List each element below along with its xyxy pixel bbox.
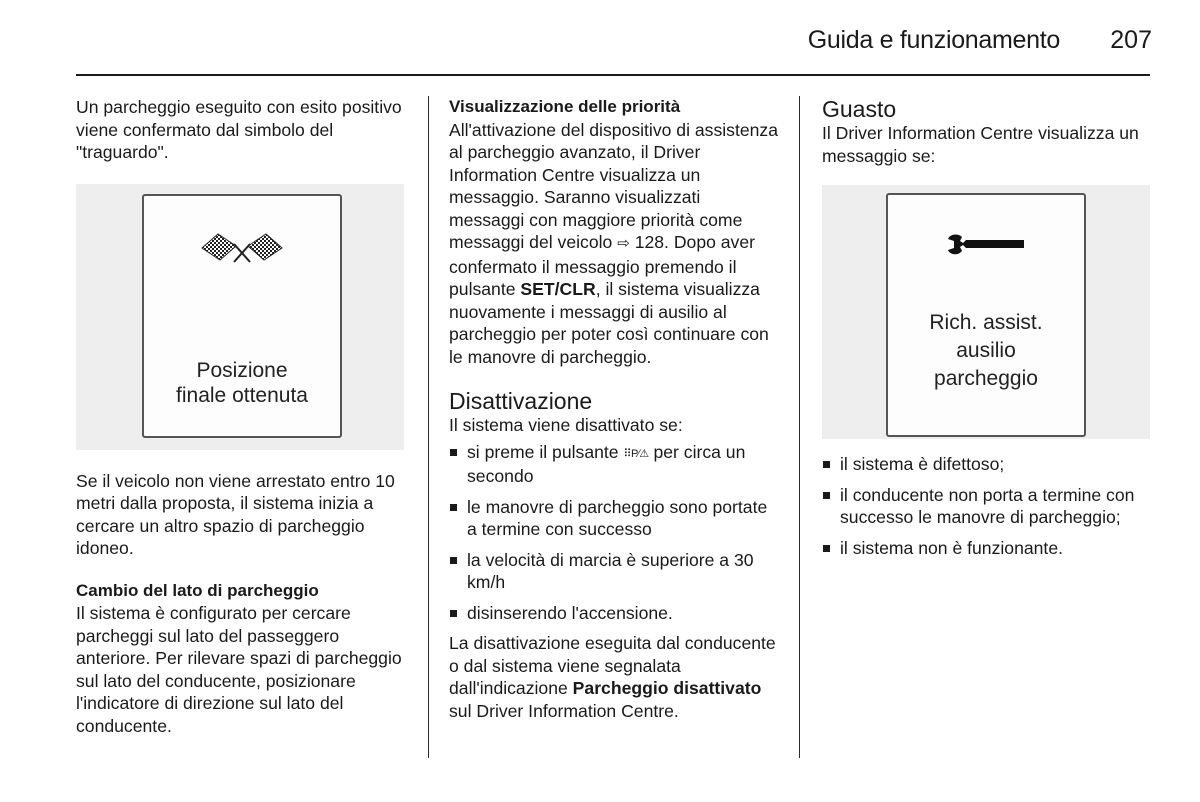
display-line-1: Rich. assist. xyxy=(929,311,1043,334)
deactivation-intro: Il sistema viene disattivato se: xyxy=(449,415,683,435)
side-change-heading: Cambio del lato di parcheggio xyxy=(76,580,319,600)
deactivation-final-paragraph xyxy=(449,632,779,722)
list-item: il sistema è difettoso; xyxy=(822,453,1152,476)
running-header-title: Guida e funzionamento xyxy=(807,26,1060,54)
list-item: il sistema non è funzionante. xyxy=(822,537,1152,560)
column-1 xyxy=(76,96,408,737)
priority-heading: Visualizzazione delle priorità xyxy=(449,97,681,116)
priority-paragraph xyxy=(449,119,779,369)
wrench-icon xyxy=(946,233,1026,257)
priority-text-2: . Dopo aver confermato il messaggio premendo il pulsante xyxy=(449,232,755,299)
column-divider-2 xyxy=(799,96,800,758)
final-text-1: La disattivazione eseguita dal conducente o dal sistema viene segnalata dall'indicazione xyxy=(449,633,776,698)
page-reference[interactable]: 128 xyxy=(634,232,665,252)
column-2 xyxy=(449,96,779,722)
page-reference-arrow-icon: ⇨ xyxy=(617,235,630,252)
finish-flag-figure xyxy=(76,184,404,450)
fault-heading: Guasto xyxy=(822,96,897,122)
fault-list xyxy=(822,453,1152,559)
service-message-figure xyxy=(822,185,1150,439)
display-line-3: parcheggio xyxy=(934,367,1038,390)
column-divider-1 xyxy=(428,96,429,758)
side-change-paragraph: Il sistema è configurato per cercare parcheggi sul lato del passeggero anteriore. Per rilevare spazi di parcheggio sul lato del conducente, posizionare l'indicatore di direzione sul lato del conducente. xyxy=(76,603,402,736)
intro-paragraph: Un parcheggio eseguito con esito positivo viene confermato dal simbolo del "traguardo". xyxy=(76,97,402,162)
deactivation-list xyxy=(449,441,779,625)
list-item xyxy=(449,441,779,488)
list-item-text: disinserendo l'accensione. xyxy=(467,602,673,623)
list-item-text: le manovre di parcheggio sono portate a termine con successo xyxy=(467,496,768,539)
checkered-flags-icon xyxy=(198,230,286,264)
priority-text-1: All'attivazione del dispositivo di assistenza al parcheggio avanzato, il Driver Information Centre visualizza un messaggio. Saranno visualizzati messaggi con maggiore priorità come messaggi del veicolo xyxy=(449,119,779,252)
display-line-2: finale ottenuta xyxy=(176,383,308,407)
list-item: il conducente non porta a termine con successo le manovre di parcheggio; xyxy=(822,484,1152,529)
parking-deactivated-label: Parcheggio disattivato xyxy=(572,678,762,698)
park-assist-button-icon: ⠿P⁄⚠ xyxy=(623,447,649,460)
display-screen xyxy=(886,193,1086,437)
set-clr-button-label: SET/CLR xyxy=(520,279,596,299)
list-item xyxy=(449,549,779,594)
final-text-2: sul Driver Information Centre. xyxy=(449,700,679,721)
fault-intro: Il Driver Information Centre visualizza un messaggio se: xyxy=(822,123,1139,166)
search-paragraph: Se il veicolo non viene arrestato entro 10 metri dalla proposta, il sistema inizia a cercare un altro spazio di parcheggio idoneo. xyxy=(76,470,395,558)
list-item-text: la velocità di marcia è superiore a 30 km/h xyxy=(467,549,754,592)
list-item-text: per circa un secondo xyxy=(467,441,746,486)
column-3 xyxy=(822,96,1152,567)
list-item xyxy=(449,602,779,625)
header-rule xyxy=(76,74,1150,76)
list-item-text: si preme il pulsante xyxy=(467,441,619,462)
deactivation-heading: Disattivazione xyxy=(449,388,593,414)
display-line-1: Posizione xyxy=(196,358,288,382)
priority-text-3: , il sistema visualizza nuovamente i messaggi di ausilio al parcheggio per poter così continuare con le manovre di parcheggio. xyxy=(449,279,769,367)
list-item xyxy=(449,496,779,541)
display-line-2: ausilio xyxy=(956,339,1016,362)
display-screen xyxy=(142,194,342,438)
page-number: 207 xyxy=(1110,26,1152,54)
